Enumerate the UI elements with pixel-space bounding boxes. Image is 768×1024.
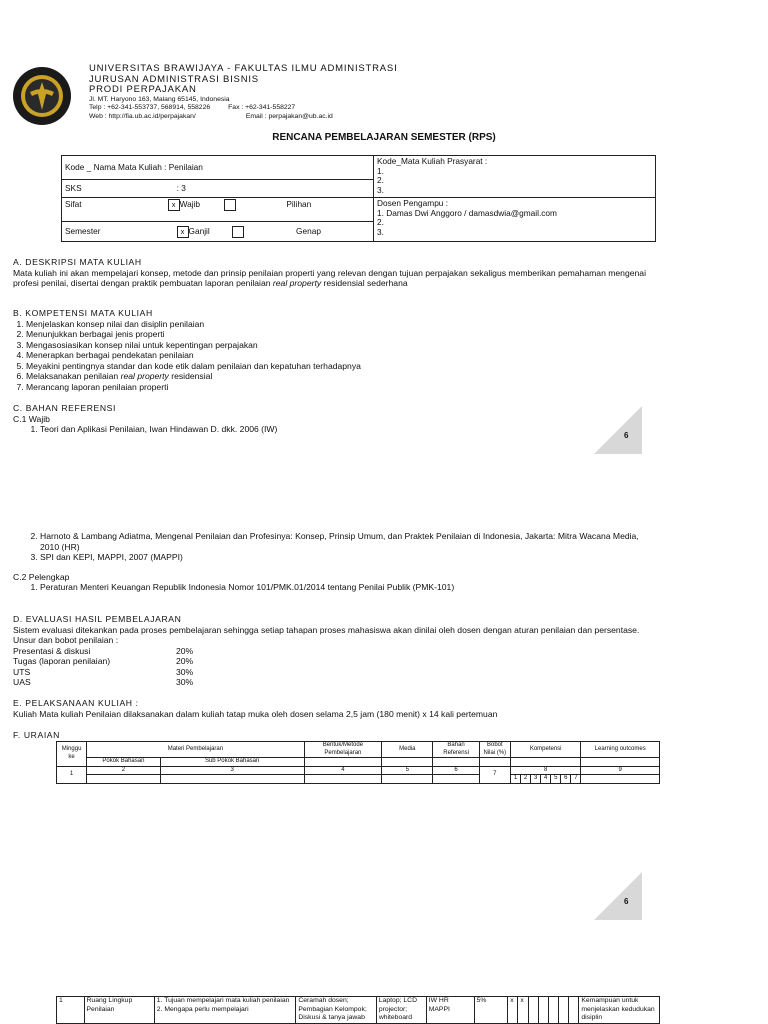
wajib-checkbox[interactable]: x: [168, 199, 180, 211]
row-pokok: Ruang Lingkup Penilaian: [84, 997, 154, 1024]
col-kompetensi: Kompetensi: [510, 742, 580, 758]
section-e: [13, 698, 758, 719]
prasyarat-cell: [374, 156, 656, 198]
row-bobot: 5%: [474, 997, 508, 1024]
row-k5: [548, 997, 558, 1024]
col-num-5: 5: [382, 766, 433, 775]
reference-item: 1. Peraturan Menteri Keuangan Republik Indonesia Nomor 101/PMK.01/2014 tentang Penilai Publik (PMK-101): [40, 582, 758, 593]
page-corner-shape: [594, 406, 642, 454]
competency-item: 4. Menerapkan berbagai pendekatan penilaian: [26, 350, 758, 361]
empty-cell: [433, 758, 479, 767]
competency-list: [13, 319, 758, 393]
sifat-cell: [62, 198, 374, 222]
semester-label: Semester: [65, 225, 101, 236]
weight-value: 30%: [176, 677, 194, 687]
wajib-label: Wajib: [179, 199, 201, 210]
section-a-text2-end: residensial sederhana: [321, 278, 408, 288]
document-title: RENCANA PEMBELAJARAN SEMESTER (RPS): [272, 132, 496, 143]
weight-name: Tugas (laporan penilaian): [13, 656, 111, 666]
row-sub: [154, 997, 296, 1024]
col-num-1: 1: [57, 766, 87, 783]
row-k1: x: [508, 997, 518, 1024]
header-address: Jl. MT. Haryono 163, Malang 65145, Indonesia: [89, 95, 230, 103]
page-corner-shape: [594, 872, 642, 920]
weight-row: [13, 677, 758, 688]
prasyarat-1: 1.: [377, 165, 384, 176]
weight-value: 30%: [176, 666, 194, 677]
prasyarat-2: 2.: [377, 175, 384, 185]
col-materi: Materi Pembelajaran: [87, 742, 304, 758]
row-k7: [569, 997, 579, 1024]
ref-list-1: [13, 424, 758, 435]
sks-label: SKS: [65, 182, 82, 193]
k-num: 6: [561, 775, 571, 784]
competency-item: [26, 371, 758, 382]
section-a-text2-row: [13, 278, 758, 289]
prasyarat-label: Kode_Mata Kuliah Prasyarat :: [377, 156, 488, 166]
section-e-title: E. PELAKSANAAN KULIAH :: [13, 698, 139, 708]
dosen-cell: [374, 198, 656, 242]
section-c1-title: C.1 Wajib: [13, 413, 50, 424]
dosen-3: 3.: [377, 226, 384, 237]
row-lo: Kemampuan untuk menjelaskan kedudukan disiplin: [579, 997, 660, 1024]
header-line2: JURUSAN ADMINISTRASI BISNIS: [89, 73, 259, 85]
row-k4: [538, 997, 548, 1024]
reference-item: [40, 531, 758, 552]
weight-row: [13, 667, 758, 678]
col-bobot: Bobot Nilai (%): [479, 742, 510, 758]
k-num: 4: [541, 775, 551, 784]
header-email: Email : perpajakan@ub.ac.id: [245, 112, 333, 120]
section-a-text1: Mata kuliah ini akan mempelajari konsep, metode dan prinsip penilaian properti yang relevan dengan tujuan perpajakan sekaligus memberikan pemahaman mengenai: [13, 267, 646, 278]
empty-cell: [581, 758, 660, 767]
course-info-table: [61, 155, 656, 242]
empty-cell: [304, 775, 382, 784]
section-d: [13, 614, 758, 688]
section-a: [13, 257, 758, 289]
weight-value: 20%: [176, 656, 194, 666]
col-num-4: 4: [304, 766, 382, 775]
section-d-text: Sistem evaluasi ditekankan pada proses pembelajaran sehingga setiap tahapan proses mahasiswa akan dinilai oleh dosen dengan aturan penilaian dan persentase.: [13, 624, 640, 635]
pilihan-label: Pilihan: [286, 199, 312, 210]
sks-value: : 3: [176, 182, 186, 193]
empty-cell: [510, 758, 580, 767]
header-line3: PRODI PERPAJAKAN: [89, 84, 197, 95]
col-sub: Sub Pokok Bahasan: [160, 758, 304, 767]
section-c-cont: [13, 531, 758, 593]
col-lo: Learning outcomes: [581, 742, 660, 758]
genap-label: Genap: [296, 225, 321, 236]
page-number: 6: [624, 431, 629, 440]
competency-6-italic: real property: [120, 371, 169, 381]
competency-item: 3. Mengasosiasikan konsep nilai untuk kepentingan perpajakan: [26, 340, 758, 351]
header-web: Web : http://fia.ub.ac.id/perpajakan/: [89, 112, 196, 120]
sifat-label: Sifat: [65, 199, 82, 210]
section-c2-title: C.2 Pelengkap: [13, 571, 70, 582]
header-telp-row: [89, 104, 398, 113]
empty-cell: [479, 758, 510, 767]
reference-2a: 2. Harnoto & Lambang Adiatma, Mengenal Penilaian dan Profesinya: Konsep, Prinsip Umum, dan Praktek Penilaian di Indonesia, Jakarta: Mitra Wacana Media,: [40, 531, 639, 541]
empty-cell: [433, 775, 479, 784]
section-a-italic: real property: [272, 278, 322, 288]
competency-item: 5. Meyakini pentingnya standar dan kode etik dalam penilaian dan kepatuhan terhadapnya: [26, 361, 758, 372]
prasyarat-3: 3.: [377, 184, 384, 195]
competency-item: 7. Merancang laporan penilaian properti: [26, 382, 758, 393]
ref-list-3: [13, 582, 758, 593]
dosen-label: Dosen Pengampu :: [377, 198, 449, 208]
col-num-9: 9: [581, 766, 660, 775]
section-b: [13, 308, 758, 392]
uraian-table: [56, 741, 660, 784]
row-minggu: 1: [57, 997, 85, 1024]
empty-cell: [160, 775, 304, 784]
header-line1: UNIVERSITAS BRAWIJAYA - FAKULTAS ILMU ADMINISTRASI: [89, 63, 398, 74]
k-num: 1: [510, 775, 520, 784]
weight-row: [13, 646, 758, 657]
reference-item: 1. Teori dan Aplikasi Penilaian, Iwan Hindawan D. dkk. 2006 (IW): [40, 424, 758, 435]
page-corner-2: [594, 872, 642, 920]
section-a-title: A. DESKRIPSI MATA KULIAH: [13, 257, 142, 267]
kode-cell: Kode _ Nama Mata Kuliah : Penilaian: [62, 156, 374, 180]
col-minggu: Minggu ke: [57, 742, 87, 767]
empty-cell: [581, 775, 660, 784]
weight-name: Presentasi & diskusi: [13, 645, 91, 656]
weight-name: UTS: [13, 666, 31, 677]
col-bahan: Bahan Referensi: [433, 742, 479, 758]
section-d-title: D. EVALUASI HASIL PEMBELAJARAN: [13, 614, 182, 624]
reference-item: 3. SPI dan KEPI, MAPPI, 2007 (MAPPI): [40, 552, 758, 563]
section-f-title: F. URAIAN: [13, 730, 60, 740]
section-c: [13, 403, 758, 435]
header-telp: Telp : +62-341-553737, 568914, 558226: [89, 104, 211, 111]
row-bentuk: Ceramah dosen; Pembagian Kelompok; Diskusi & tanya jawab: [296, 997, 376, 1024]
row-media: Laptop; LCD projector; whiteboard: [376, 997, 426, 1024]
section-a-text2: profesi penilai, disertai dengan praktik pembuatan laporan penilaian: [13, 278, 273, 288]
ganjil-label: Ganjil: [188, 225, 210, 236]
page-number: 6: [624, 897, 629, 906]
competency-6-post: residensial: [168, 371, 213, 381]
k-num: 3: [531, 775, 541, 784]
col-num-3: 3: [160, 766, 304, 775]
uraian-row-table: [56, 996, 660, 1024]
weight-value: 20%: [176, 645, 194, 656]
section-c-title: C. BAHAN REFERENSI: [13, 403, 116, 413]
weight-row: [13, 656, 758, 667]
dosen-2: 2.: [377, 217, 384, 227]
empty-cell: [382, 775, 433, 784]
header-web-row: [89, 113, 398, 122]
semester-cell: [62, 222, 374, 242]
row-sub-1: 1. Tujuan mempelajari mata kuliah penilaian: [156, 997, 290, 1004]
dosen-1: 1. Damas Dwi Anggoro / damasdwia@gmail.com: [377, 207, 557, 218]
col-num-7: 7: [479, 766, 510, 783]
col-num-2: 2: [87, 766, 160, 775]
empty-cell: [382, 758, 433, 767]
section-e-text: Kuliah Mata kuliah Penilaian dilaksanakan dalam kuliah tatap muka oleh dosen selama 2,5 jam (180 menit) x 14 kali pertemuan: [13, 708, 498, 719]
empty-cell: [304, 758, 382, 767]
pilihan-checkbox[interactable]: [224, 199, 236, 211]
reference-2b: 2010 (HR): [40, 541, 80, 552]
col-pokok: Pokok Bahasan: [87, 758, 160, 767]
col-media: Media: [382, 742, 433, 758]
row-k2: x: [518, 997, 528, 1024]
section-d-unsur: Unsur dan bobot penilaian :: [13, 635, 119, 645]
col-num-8: 8: [510, 766, 580, 775]
row-sub-2: 2. Mengapa perlu mempelajari: [156, 1005, 249, 1013]
row-k3: [528, 997, 538, 1024]
row-k6: [559, 997, 569, 1024]
ganjil-checkbox[interactable]: x: [177, 226, 189, 238]
col-bentuk: Bentuk/Metode Pembelajaran: [304, 742, 382, 758]
competency-6-pre: Melaksanakan penilaian: [26, 371, 121, 381]
competency-item: 1. Menjelaskan konsep nilai dan disiplin penilaian: [26, 319, 758, 330]
weight-name: UAS: [13, 677, 31, 687]
university-logo: [12, 66, 72, 126]
genap-checkbox[interactable]: [232, 226, 244, 238]
k-num: 2: [521, 775, 531, 784]
competency-item: 2. Menunjukkan berbagai jenis properti: [26, 329, 758, 340]
sks-cell: [62, 180, 374, 198]
k-num: 5: [551, 775, 561, 784]
k-num: 7: [571, 775, 581, 784]
header-fax: Fax : +62-341-558227: [228, 104, 296, 111]
col-num-6: 6: [433, 766, 479, 775]
page-corner-1: [594, 406, 642, 454]
ref-list-2: [13, 531, 758, 563]
section-b-title: B. KOMPETENSI MATA KULIAH: [13, 308, 153, 318]
empty-cell: [87, 775, 160, 784]
institution-header: [89, 64, 398, 121]
row-bahan: IW HR MAPPI: [426, 997, 474, 1024]
